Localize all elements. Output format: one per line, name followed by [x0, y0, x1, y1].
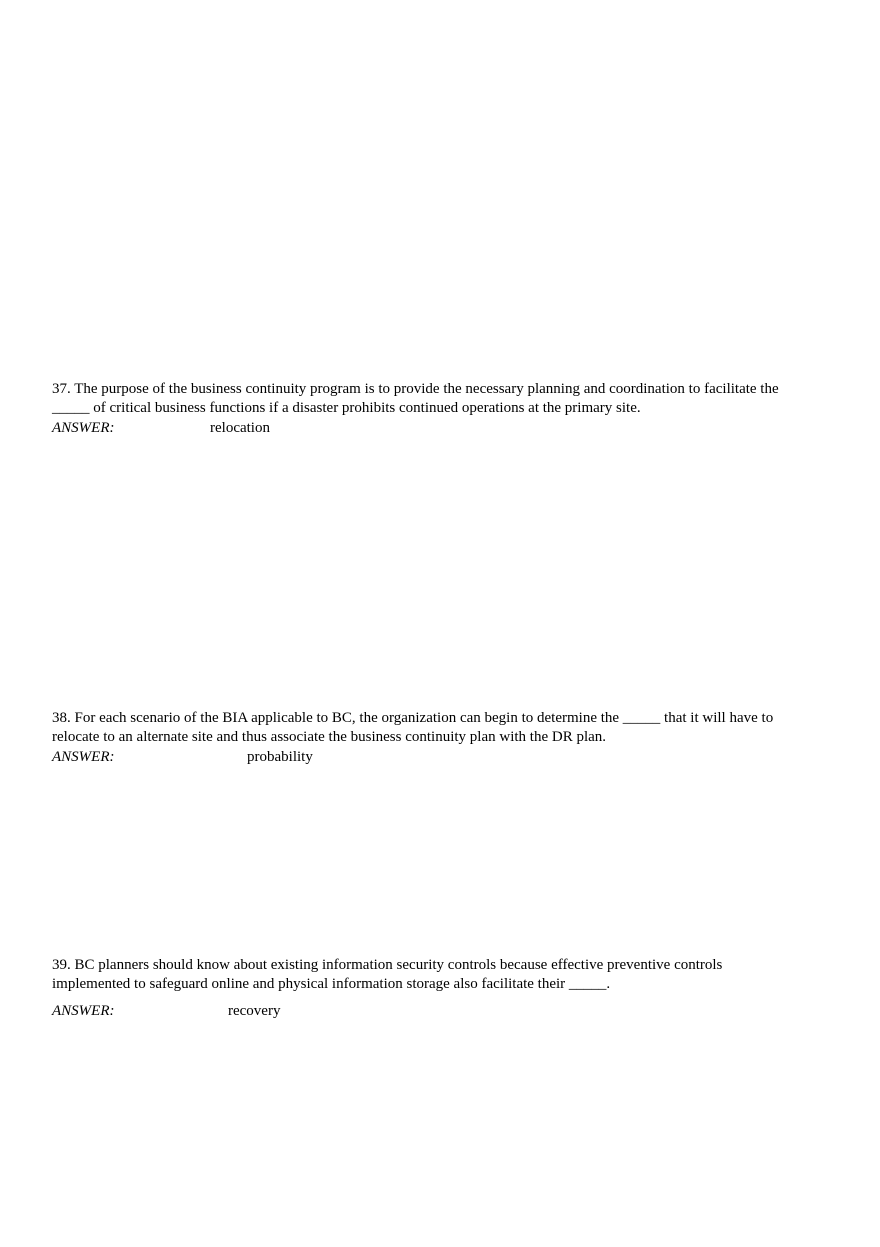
question-37 [52, 380, 842, 438]
answer-value: probability [247, 749, 313, 765]
question-39 [52, 956, 842, 1021]
answer-row [52, 748, 842, 767]
answer-value: recovery [228, 1003, 281, 1019]
answer-row [52, 419, 842, 438]
question-text: 38. For each scenario of the BIA applicable to BC, the organization can begin to determine the _____ that it will have to relocate to an alternate site and thus associate the business continuity plan with the DR plan. [52, 710, 774, 745]
question-text: 37. The purpose of the business continuity program is to provide the necessary planning and coordination to facilitate the _____ of critical business functions if a disaster prohibits continued operations at the primary site. [52, 381, 779, 416]
question-38 [52, 709, 842, 767]
answer-value: relocation [210, 420, 270, 436]
answer-row [52, 1002, 842, 1021]
answer-label: ANSWER: [52, 420, 115, 436]
answer-label: ANSWER: [52, 749, 115, 765]
answer-label: ANSWER: [52, 1003, 115, 1019]
question-text: 39. BC planners should know about existing information security controls because effective preventive controls implemented to safeguard online and physical information storage also facilitate their _____. [52, 957, 723, 992]
